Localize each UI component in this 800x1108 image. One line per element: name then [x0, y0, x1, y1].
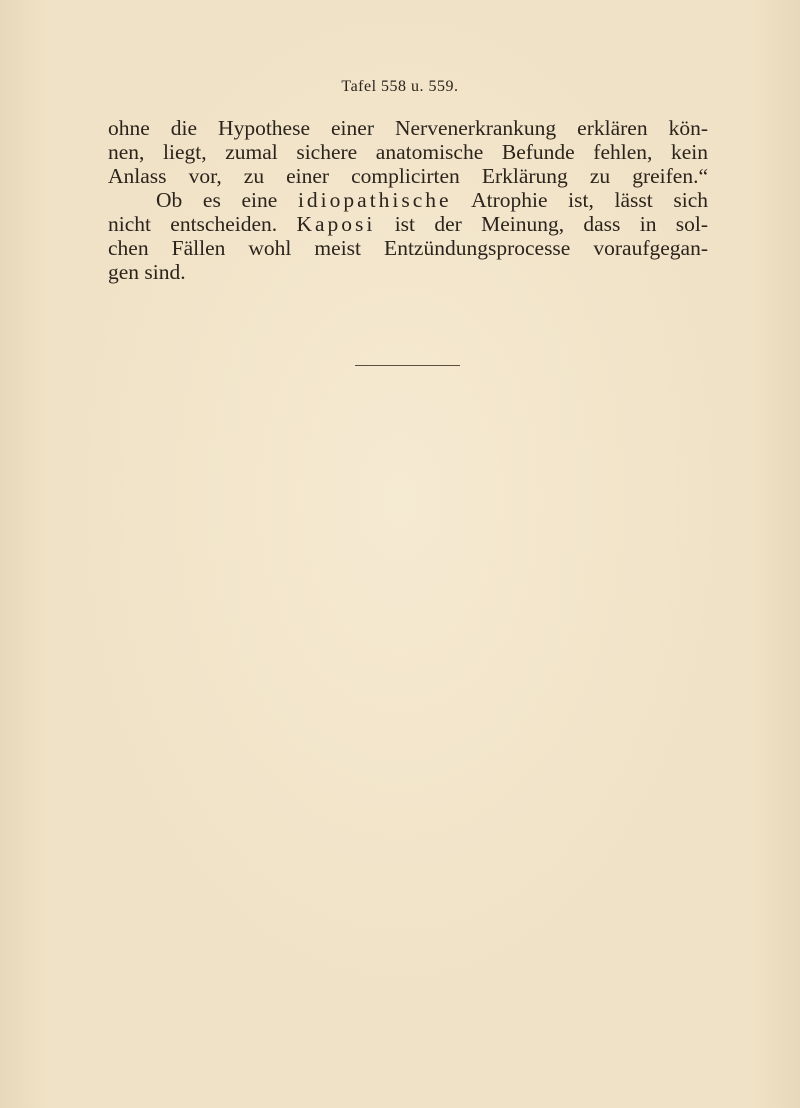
text-fragment: Atrophie ist, lässt sich [471, 188, 708, 212]
page-header: Tafel 558 u. 559. [341, 78, 459, 95]
emphasized-name: Kaposi [296, 212, 376, 236]
body-text [108, 116, 708, 284]
text-fragment: ist der Meinung, dass in sol- [394, 212, 709, 236]
text-line: ohne die Hypothese einer Nervenerkrankung erklären kön- [108, 116, 708, 140]
text-fragment: Ob es eine [156, 188, 278, 212]
section-divider [355, 365, 460, 366]
text-line [108, 188, 708, 212]
text-line: chen Fällen wohl meist Entzündungsprocesse voraufgegan- [108, 236, 708, 260]
text-line: Anlass vor, zu einer complicirten Erklärung zu greifen.“ [108, 164, 708, 188]
text-line: gen sind. [108, 260, 186, 284]
text-fragment: nicht entscheiden. [108, 212, 278, 236]
text-line: nen, liegt, zumal sichere anatomische Befunde fehlen, kein [108, 140, 708, 164]
text-line [108, 212, 708, 236]
emphasized-term: idiopathische [297, 188, 452, 212]
